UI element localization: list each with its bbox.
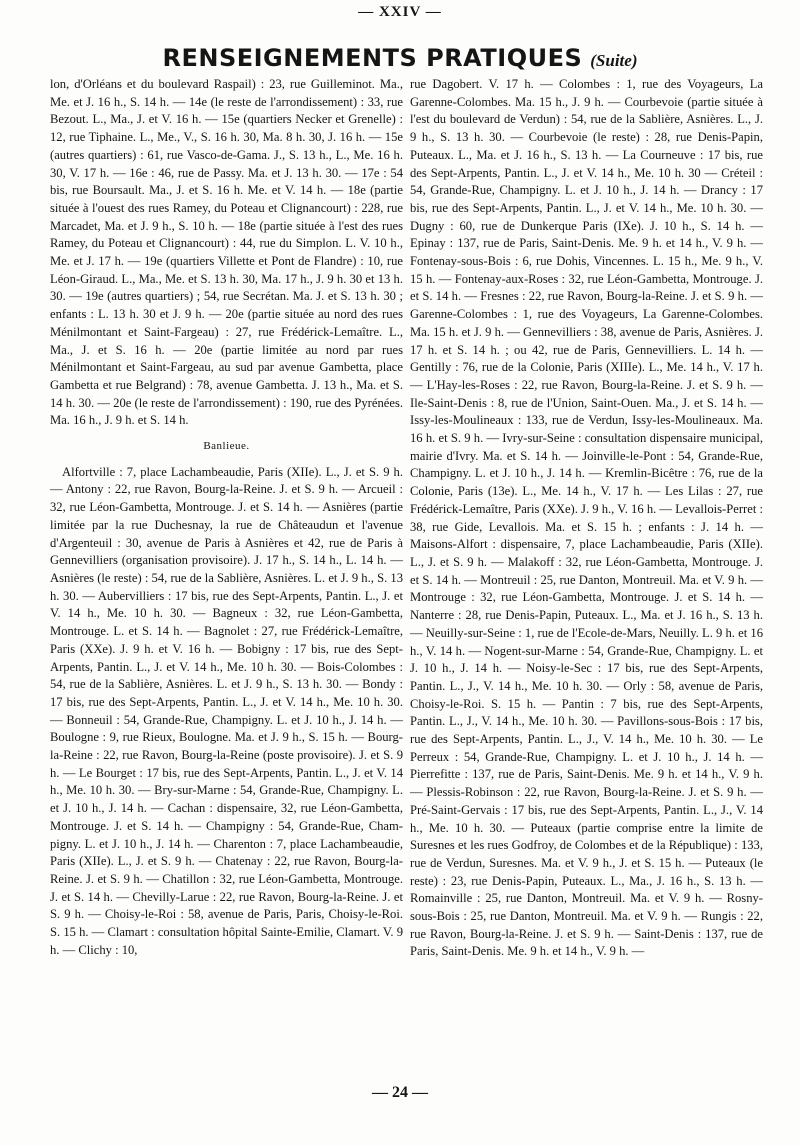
left-paragraph-2: Alfortville : 7, place Lachambeaudie, Paris (XIIe). L., J. et S. 9 h. — Antony : 22, rue Ravon, Bourg-la-Reine. J. et S. 9 h. — Arcueil : 32, rue Léon-Gambetta, Montrouge. J. et S. 14 h. — Asnières (partie limitée par la rue Duchesnay, la rue de Châteaudun et l'avenue d'Argenteuil : 30, avenue de Paris à Asnières et 42, rue de Paris à Gennevilliers (organisation provisoire). J. 17 h., S. 14 h., L. 14 h. — Asnières (le reste) : 54, rue de la Sablière, Asnières. L. et J. 9 h., S. 13 h. 30. — Aubervilliers : 17 bis, rue des Sept-Arpents, Pantin. L., J. et V. 14 h., Me. 10 h. 30. — Bagneux : 32, rue Léon-Gambetta, Montrouge. L. et S. 14 h. — Bagnolet : 27, rue Frédérick-Lemaître, Paris (XXe). J. 9 h. et V. 16 h. — Bobigny : 17 bis, rue des Sept-Arpents, Pantin. L., J. et V. 14 h., Me. 10 h. 30. — Bois-Colombes : 54, rue de la Sablière, Asnières. L. et J. 9 h., S. 13 h. 30. — Bondy : 17 bis, rue des Sept-Arpents, Pantin. L., J. et V. 14 h., Me. 10 h. 30. — Bonneuil : 54, Grande-Rue, Champigny. L. et J. 10 h., J. 14 h. — Boulogne : 9, rue Rieux, Boulogne. Ma. et J. 9 h., S. 15 h. — Bourg-la-Reine : 22, rue Ravon, Bourg-la-Reine (poste provisoire). J. et S. 9 h. — Le Bourget : 17 bis, rue des Sept-Arpents, Pantin. L., J. et V. 14 h., Me. 10 h. 30. — Bry-sur-Marne : 54, Grande-Rue, Champigny. L. et J. 10 h., J. 14 h. — Cachan : dispensaire, 32, rue Léon-Gambetta, Montrouge. J. et S. 14 h. — Champigny : 54, Grande-Rue, Champigny. L. et J. 10 h., J. 14 h. — Charenton : 7, place Lachambeaudie, Paris (XIIe). L., J. et S. 9 h. — Chatenay : 22, rue Ravon, Bourg-la-Reine. J. et S. 9 h. — Chatillon : 32, rue Léon-Gambetta, Montrouge. J. et S. 14 h. — Chevilly-Larue : 22, rue Ravon, Bourg-la-Reine. J. et S. 9 h. — Choisy-le-Roi : 58, avenue de Paris, Paris, Choisy-le-Roi. S. 15 h. — Clamart : consultation hôpital Sainte-Emilie, Clamart. V. 9 h. — Clichy : 10, bbox=[50, 464, 403, 957]
right-paragraph-1: rue Dagobert. V. 17 h. — Colombes : 1, rue des Voyageurs, La Garenne-Colombes. Ma. 15 h., J. 9 h. — Courbevoie (partie située à l'est du boulevard de Verdun) : 54, rue de la Sablière, Asnières. L., J. 9 h., S. 13 h. 30. — Courbevoie (le reste) : 28, rue Denis-Papin, Puteaux. L., Ma. et J. 16 h., S. 13 h. — La Courneuve : 17 bis, rue des Sept-Arpents, Pantin. L., J. et V. 14 h., Me. 10 h. 30 — Créteil : 54, Grande-Rue, Champigny. L. et J. 10 h., J. 14 h. — Drancy : 17 bis, rue des Sept-Arpents, Pantin. L., J. et V. 14 h., Me. 10 h. 30. — Dugny : 60, rue de Dunkerque Paris (IXe). J. 10 h., S. 14 h. — Epinay : 137, rue de Paris, Saint-Denis. Me. 9 h. et 14 h., V. 9 h. — Fontenay-sous-Bois : 6, rue Dohis, Vincennes. L. 15 h., Me. 9 h., V. 15 h. — Fontenay-aux-Roses : 32, rue Léon-Gambetta, Montrouge. J. et S. 14 h. — Fresnes : 22, rue Ravon, Bourg-la-Reine. J. et S. 9 h. — Garenne-Colombes : 1, rue des Voyageurs, La Garenne-Colombes. Ma. 15 h. et J. 9 h. — Gennevilliers : 38, avenue de Paris, Asnières. J. 17 h. et S. 14 h. ; ou 42, rue de Paris, Gennevilliers. L. 14 h. — Gentilly : 76, rue de la Colonie, Paris (XIIIe). L., Me. 14 h., V. 17 h. — L'Hay-les-Roses : 22, rue Ravon, Bourg-la-Reine. J. et S. 9 h. — Ile-Saint-Denis : 8, rue de l'Union, Saint-Ouen. Ma., J. et S. 14 h. — Issy-les-Moulineaux : 133, rue de Verdun, Issy-les-Moulineaux. Ma. 16 h. et S. 9 h. — Ivry-sur-Seine : consultation dispensaire municipal, mairie d'Ivry. Ma. et S. 14 h. — Joinville-le-Pont : 54, Grande-Rue, Champigny. L. et J. 10 h., J. 14 h. — Kremlin-Bicêtre : 76, rue de la Colonie, Paris (13e). L., Me. 14 h., V. 17 h. — Les Lilas : 27, rue Frédérick-Lemaître, Paris (XXe). J. 9 h., V. 16 h. — Levallois-Perret : 38, rue Gide, Levallois. Ma. et S. 15 h. ; enfants : J. 14 h. — Maisons-Alfort : dispensaire, 7, place Lachambeaudie, Paris (XIIe). L., J. et S. 9 h. — Malakoff : 32, rue Léon-Gambetta, Montrouge. J. et S. 14 h. — Montreuil : 25, rue Danton, Montreuil. Ma. et V. 9 h. — Montrouge : 32, rue Léon-Gambetta, Montrouge. J. et S. 14 h. — Nanterre : 28, rue Denis-Papin, Puteaux. L., Ma. et J. 16 h., S. 13 h. — Neuilly-sur-Seine : 1, rue de l'Ecole-de-Mars, Neuilly. L. 9 h. et 16 h., V. 14 h. — Nogent-sur-Marne : 54, Grande-Rue, Champigny. L. et J. 10 h., J. 14 h. — Noisy-le-Sec : 17 bis, rue des Sept-Arpents, Pantin. L., J., V. 14 h., Me. 10 h. 30. — Orly : 58, avenue de Paris, Choisy-le-Roi. S. 15 h. — Pantin : 7 bis, rue des Sept-Arpents, Pantin. L., J., V. 14 h., Me. 10 h. 30. — Pavillons-sous-Bois : 17 bis, rue des Sept-Arpents, Pantin. L., J., V. 14 h., Me. 10 h. 30. — Le Perreux : 54, Grande-Rue, Champigny. L. et J. 10 h., J. 14 h. — Pierrefitte : 137, rue de Paris, Saint-Denis. Me. 9 h. et 14 h., V. 9 h. — Plessis-Robinson : 22, rue Ravon, Bourg-la-Reine. J. et S. 9 h. — Pré-Saint-Gervais : 17 bis, rue des Sept-Arpents, Pantin. L., J., V. 14 h., Me. 10 h. 30. — Puteaux (partie comprise entre la limite de Suresnes et les rues Godfroy, de Colombes et de la République) : 133, rue de Verdun, Suresnes. Ma. et V. 9 h., J. et S. 15 h. — Puteaux (le reste) : 23, rue Denis-Papin, Puteaux. L., Ma., J. 16 h., S. 13 h. — Romainville : 25, rue Danton, Montreuil. Ma. et V. 9 h. — Rosny-sous-Bois : 25, rue Danton, Montreuil. Ma. et V. 9 h. — Rungis : 22, rue Ravon, Bourg-la-Reine. J. et S. 9 h. — Saint-Denis : 137, rue de Paris, Saint-Denis. Me. 9 h. et 14 h., V. 9 h. — bbox=[410, 77, 763, 959]
page-number: — 24 — bbox=[372, 1084, 428, 1101]
left-column bbox=[50, 76, 403, 959]
page-title: RENSEIGNEMENTS PRATIQUES bbox=[162, 44, 583, 72]
section-title-banlieue: Banlieue. bbox=[203, 440, 250, 453]
right-column bbox=[410, 76, 763, 961]
left-paragraph-1: lon, d'Orléans et du boulevard Raspail) : 23, rue Guilleminot. Ma., Me. et J. 16 h., S. 14 h. — 14e (le reste de l'arrondissement) : 33, rue Bezout. L., Ma., J. et V. 16 h. — 15e (quartiers Necker et Grenelle) : 12, rue Tiphaine. L., Me., V., S. 16 h. 30, Ma. 8 h. 30, J. 16 h. — 15e (autres quartiers) : 61, rue Vasco-de-Gama. J., S. 13 h., L., Me. 16 h. 30, V. 17 h. — 16e : 46, rue de Passy. Ma. et J. 13 h. 30. — 17e : 54 bis, rue Boursault. Ma., J. et S. 16 h. Me. et V. 14 h. — 18e (partie située à l'ouest des rues Ramey, du Poteau et Clignancourt) : 228, rue Marcadet, Ma. et J. 9 h., S. 10 h. — 18e (partie située à l'est des rues Ramey, du Poteau et Clignancourt) : 44, rue du Simplon. L. V. 10 h., Me. et J. 17 h. — 19e (quartiers Villette et Pont de Flandre) : 10, rue Léon-Giraud. L., Ma., Me. et S. 13 h. 30, Ma. 17 h., J. 9 h. 30 et 13 h. 30. — 19e (autres quartiers) ; 54, rue Secrétan. Ma. J. et S. 13 h. 30 ; enfants : L. 13 h. 30 et J. 9 h. — 20e (partie située au nord des rues Ménilmontant et Saint-Fargeau) : 27, rue Frédérick-Lemaître. L., Ma., J. et S. 16 h. — 20e (partie limitée au nord par rues Ménilmontant et Saint-Fargeau, au sud par avenue Gambetta, place Gambetta et rue Belgrand) : 78, avenue Gambetta. J. 13 h., Ma. et S. 14 h. 30. — 20e (le reste de l'arrondissement) : 190, rue des Pyrénées. Ma. 16 h., J. 9 h. et S. 14 h. bbox=[50, 77, 403, 428]
page-heading bbox=[0, 44, 800, 72]
page-title-suite: (Suite) bbox=[590, 51, 638, 70]
folio: — XXIV — bbox=[358, 4, 442, 20]
